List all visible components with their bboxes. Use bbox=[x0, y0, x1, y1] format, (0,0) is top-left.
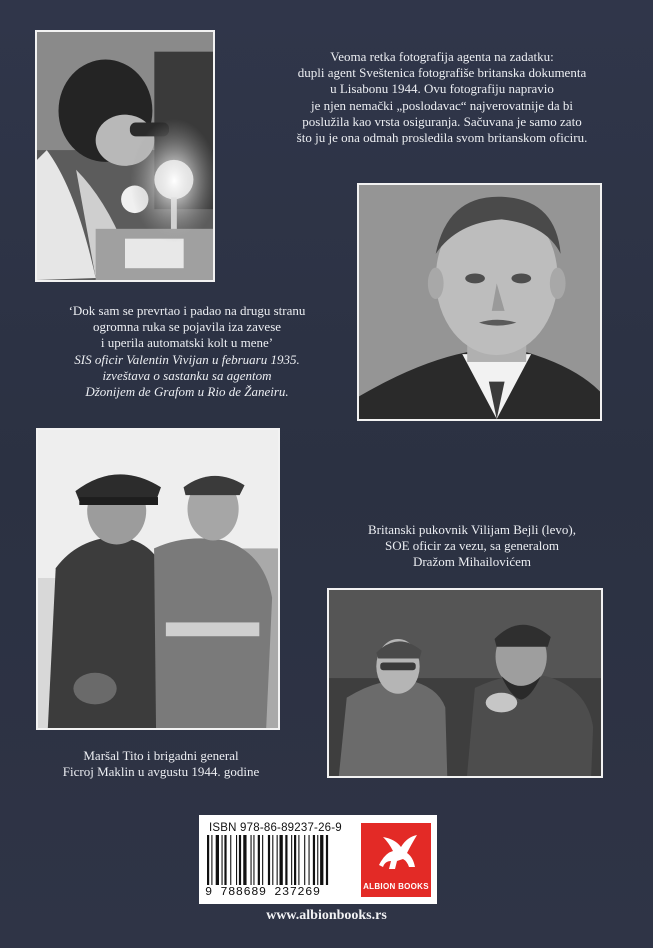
caption-line: Veoma retka fotografija agenta na zadatku: bbox=[330, 49, 554, 64]
caption-line: Britanski pukovnik Vilijam Bejli (levo), bbox=[367, 522, 577, 537]
caption-line: Dražom Mihailovićem bbox=[412, 554, 532, 570]
photo-portrait-vivijan bbox=[357, 183, 602, 421]
caption-bejli-mihailovic bbox=[322, 522, 622, 571]
quote-line: i uperila automatski kolt u mene’ bbox=[100, 335, 274, 351]
publisher-logo-text: ALBION BOOKS bbox=[363, 882, 429, 891]
caption-rare-photo bbox=[262, 49, 622, 146]
caption-line: Ficroj Maklin u avgustu 1944. godine bbox=[62, 764, 260, 780]
quote-line: ‘Dok sam se prevrtao i padao na drugu stranu bbox=[68, 303, 306, 318]
publisher-website: www.albionbooks.rs bbox=[266, 908, 387, 923]
barcode-bars bbox=[207, 835, 367, 885]
caption-line: što ju je ona odmah prosledila svom britanskom oficiru. bbox=[296, 130, 588, 146]
barcode-box bbox=[199, 815, 437, 904]
publisher-logo bbox=[361, 823, 431, 897]
caption-tito-maklin bbox=[16, 748, 306, 780]
barcode-digits: 9 788689 237269 bbox=[205, 885, 321, 899]
photo-agent-photographing-documents bbox=[35, 30, 215, 282]
photo-bejli-mihailovic bbox=[327, 588, 603, 778]
quote-source-line: Džonijem de Grafom u Rio de Žaneiru. bbox=[85, 384, 289, 400]
caption-line: u Lisabonu 1944. Ovu fotografiju napravio bbox=[330, 81, 554, 97]
quote-source-line: SIS oficir Valentin Vivijan u februaru 1935. bbox=[74, 351, 300, 367]
isbn-text: ISBN 978-86-89237-26-9 bbox=[209, 822, 342, 834]
caption-quote-vivijan bbox=[24, 303, 350, 400]
caption-line: dupli agent Sveštenica fotografiše britanska dokumenta bbox=[297, 65, 587, 81]
caption-line: poslužila kao vrsta osiguranja. Sačuvana je samo zato bbox=[302, 113, 582, 129]
pegasus-icon bbox=[371, 827, 421, 877]
caption-line: SOE oficir za vezu, sa generalom bbox=[385, 538, 559, 554]
caption-line: Maršal Tito i brigadni general bbox=[83, 748, 239, 763]
quote-line: ogromna ruka se pojavila iza zavese bbox=[92, 319, 282, 335]
caption-line: je njen nemački „poslodavac“ najverovatnije da bi bbox=[310, 97, 574, 113]
quote-source-line: izveštava o sastanku sa agentom bbox=[102, 367, 272, 383]
photo-tito-maklin bbox=[36, 428, 280, 730]
